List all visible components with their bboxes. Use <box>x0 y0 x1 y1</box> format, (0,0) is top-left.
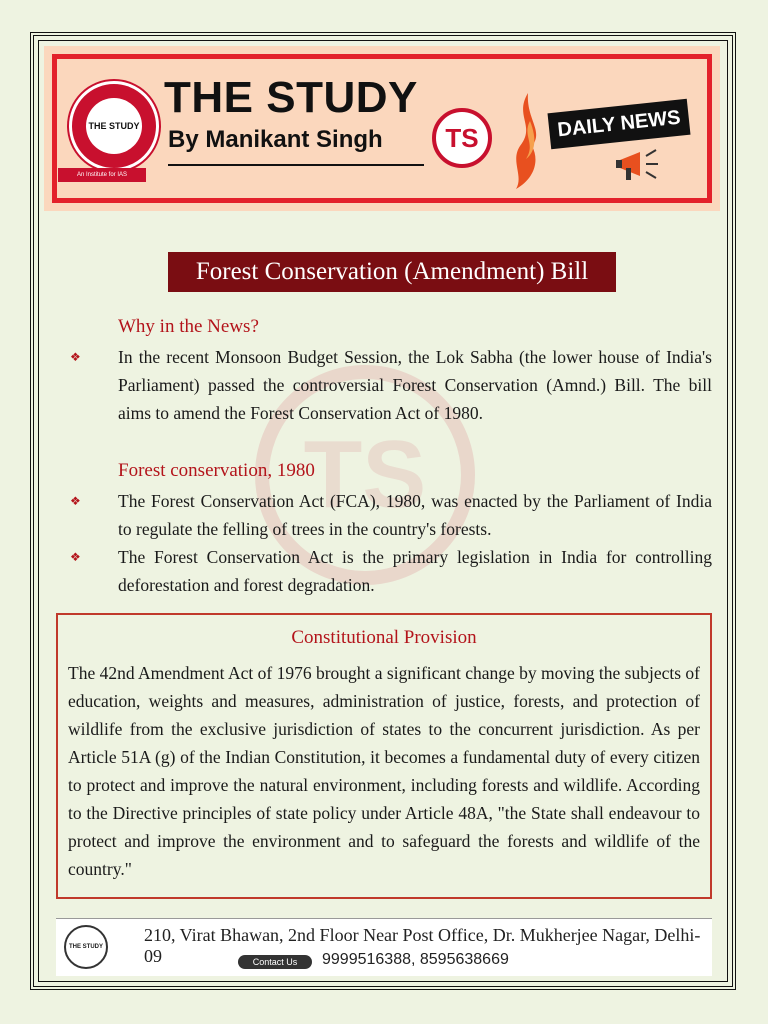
contact-us-badge: Contact Us <box>238 955 312 969</box>
list-item: ❖ The Forest Conservation Act is the primary legislation in India for controlling deforestation and forest degradation. <box>80 543 712 599</box>
brand-subtitle: By Manikant Singh <box>168 126 383 153</box>
box-heading: Constitutional Provision <box>291 627 477 648</box>
flame-icon <box>506 91 546 191</box>
section-heading-news: Why in the News? <box>118 316 259 337</box>
seal-ribbon: An Institute for IAS <box>58 168 146 182</box>
megaphone-icon <box>614 146 664 186</box>
ts-watermark-icon: TS <box>255 365 475 585</box>
diamond-bullet-icon: ❖ <box>70 350 81 364</box>
brand-title: THE STUDY <box>164 73 418 122</box>
footer-address: 210, Virat Bhawan, 2nd Floor Near Post Office, Dr. Mukherjee Nagar, Delhi-09 <box>144 925 701 966</box>
seal-text: THE STUDY <box>86 98 142 154</box>
brand-underline <box>168 164 424 166</box>
institute-seal <box>69 81 159 171</box>
diamond-bullet-icon: ❖ <box>70 550 81 564</box>
footer <box>56 918 712 976</box>
list-item: ❖ The Forest Conservation Act (FCA), 1980, was enacted by the Parliament of India to regulate the felling of trees in the country's forests. <box>80 487 712 543</box>
box-text: The 42nd Amendment Act of 1976 brought a significant change by moving the subjects of education, weights and measures, administration of justice, forests, and protection of wildlife from the exclusive jurisdiction of states to the concurrent jurisdiction. As per Article 51A (g) of the Indian Constitution, it becomes a fundamental duty of every citizen to protect and improve the natural environment, including forests and wildlife. According to the Directive principles of state policy under Article 48A, "the State shall endeavour to protect and improve the environment and to safeguard the forests and wildlife of the country." <box>68 663 700 879</box>
section-heading-fca: Forest conservation, 1980 <box>118 460 315 481</box>
daily-news-badge: DAILY NEWS <box>548 99 691 149</box>
document-title: Forest Conservation (Amendment) Bill <box>168 252 616 292</box>
ts-logo-icon: TS <box>432 108 492 168</box>
diamond-bullet-icon: ❖ <box>70 494 81 508</box>
constitutional-provision-box <box>56 613 712 899</box>
header-banner <box>44 46 720 211</box>
footer-phone: 9999516388, 8595638669 <box>322 951 509 968</box>
list-item: ❖ In the recent Monsoon Budget Session, the Lok Sabha (the lower house of India's Parliament) passed the controversial Forest Conservation (Amnd.) Bill. The bill aims to amend the Forest Conservation Act of 1980. <box>80 343 712 427</box>
footer-logo-icon: THE STUDY <box>64 925 108 969</box>
